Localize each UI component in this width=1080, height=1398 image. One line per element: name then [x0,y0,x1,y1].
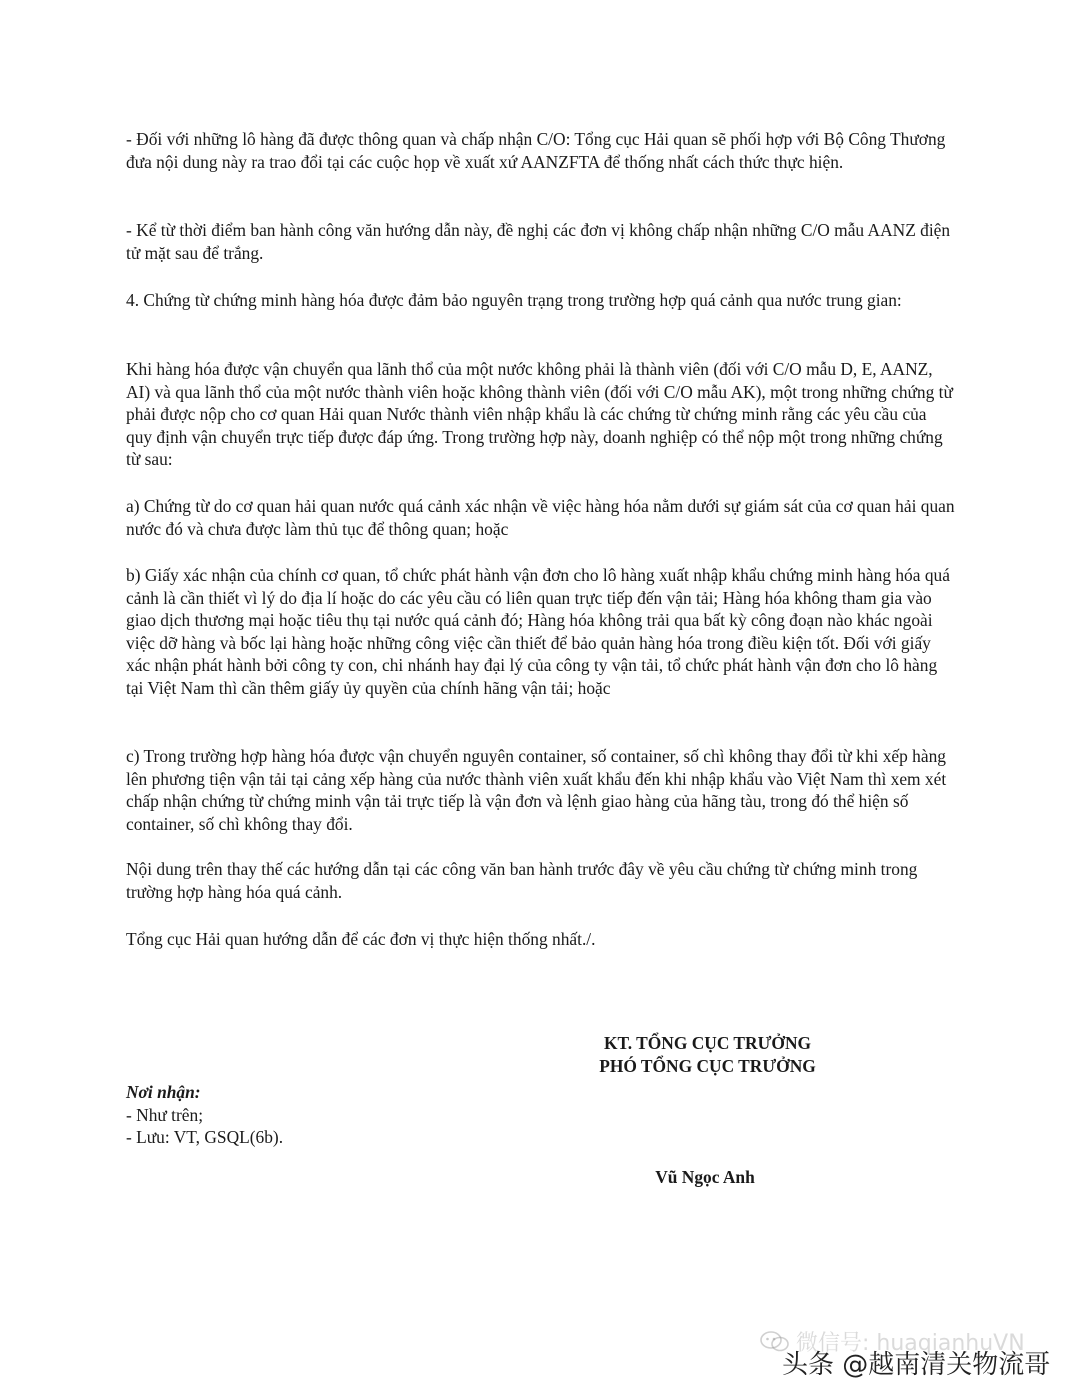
recipients-block [126,1081,283,1149]
signature-title-line-2: PHÓ TỔNG CỤC TRƯỞNG [599,1056,816,1076]
paragraph-item-b: b) Giấy xác nhận của chính cơ quan, tổ chức phát hành vận đơn cho lô hàng xuất nhập khẩu chứng minh hàng hóa quá cảnh là cần thiết vì lý do địa lí hoặc do các yêu cầu có liên quan trực tiếp đến vận tải; Hàng hóa không tham gia vào giao dịch thương mại hoặc tiêu thụ tại nước quá cảnh đó; Hàng hóa không trải qua bất kỳ công đoạn nào khác ngoài việc dỡ hàng và bốc lại hàng hoặc những công việc cần thiết để bảo quản hàng hóa trong điều kiện tốt. Đối với giấy xác nhận phát hành bởi công ty con, chi nhánh hay đại lý của công ty vận tải, tổ chức phát hành vận đơn cho lô hàng tại Việt Nam thì cần thêm giấy ủy quyền của chính hãng vận tải; hoặc [126,565,950,698]
paragraph-replacement-note: Nội dung trên thay thế các hướng dẫn tại các công văn ban hành trước đây về yêu cầu chứng từ chứng minh trong trường hợp hàng hóa quá cảnh. [126,859,918,902]
watermark-faint-text: 微信号: huaqianhuVN [796,1331,1025,1356]
paragraph-closing: Tổng cục Hải quan hướng dẫn để các đơn vị thực hiện thống nhất./. [126,929,596,949]
paragraph-item-a: a) Chứng từ do cơ quan hải quan nước quá cảnh xác nhận về việc hàng hóa nằm dưới sự giám sát của cơ quan hải quan nước đó và chưa được làm thủ tục để thông quan; hoặc [126,496,955,539]
recipient-item: - Như trên; [126,1104,204,1125]
paragraph-item-c: c) Trong trường hợp hàng hóa được vận chuyển nguyên container, số container, số chì không thay đổi từ khi xếp hàng lên phương tiện vận tải tại cảng xếp hàng của nước thành viên xuất khẩu đến khi nhập khẩu vào Việt Nam thì xem xét chấp nhận chứng từ chứng minh vận tải trực tiếp là vận đơn và lệnh giao hàng của hãng tàu, trong đó thể hiện số container, số chì không thay đổi. [126,746,947,834]
paragraph-cleared-shipments: - Đối với những lô hàng đã được thông quan và chấp nhận C/O: Tổng cục Hải quan sẽ phối hợp với Bộ Công Thương đưa nội dung này ra trao đổi tại các cuộc họp về xuất xứ AANZFTA để thống nhất cách thức thực hiện. [126,129,946,172]
paragraph-transit-requirements: Khi hàng hóa được vận chuyển qua lãnh thổ của một nước không phải là thành viên (đối với C/O mẫu D, E, AANZ, AI) và qua lãnh thổ của một nước thành viên hoặc không thành viên (đối với C/O mẫu AK), một trong những chứng từ phải được nộp cho cơ quan Hải quan Nước thành viên nhập khẩu là các chứng từ chứng minh rằng các yêu cầu của quy định vận chuyển trực tiếp được đáp ứng. Trong trường hợp này, doanh nghiệp có thể nộp một trong những chứng từ sau: [126,359,953,470]
watermark-main-text: 头条 @越南清关物流哥 [782,1350,1051,1380]
signer-name: Vũ Ngọc Anh [655,1167,755,1187]
signature-title-line-1: KT. TỔNG CỤC TRƯỞNG [603,1033,812,1053]
recipients-heading: Nơi nhận: [126,1082,201,1102]
section-4-heading: 4. Chứng từ chứng minh hàng hóa được đảm bảo nguyên trạng trong trường hợp quá cảnh qua nước trung gian: [126,290,902,310]
recipient-item: - Lưu: VT, GSQL(6b). [126,1127,284,1148]
paragraph-electronic-co: - Kể từ thời điểm ban hành công văn hướng dẫn này, đề nghị các đơn vị không chấp nhận những C/O mẫu AANZ điện tử mặt sau để trắng. [126,220,951,263]
